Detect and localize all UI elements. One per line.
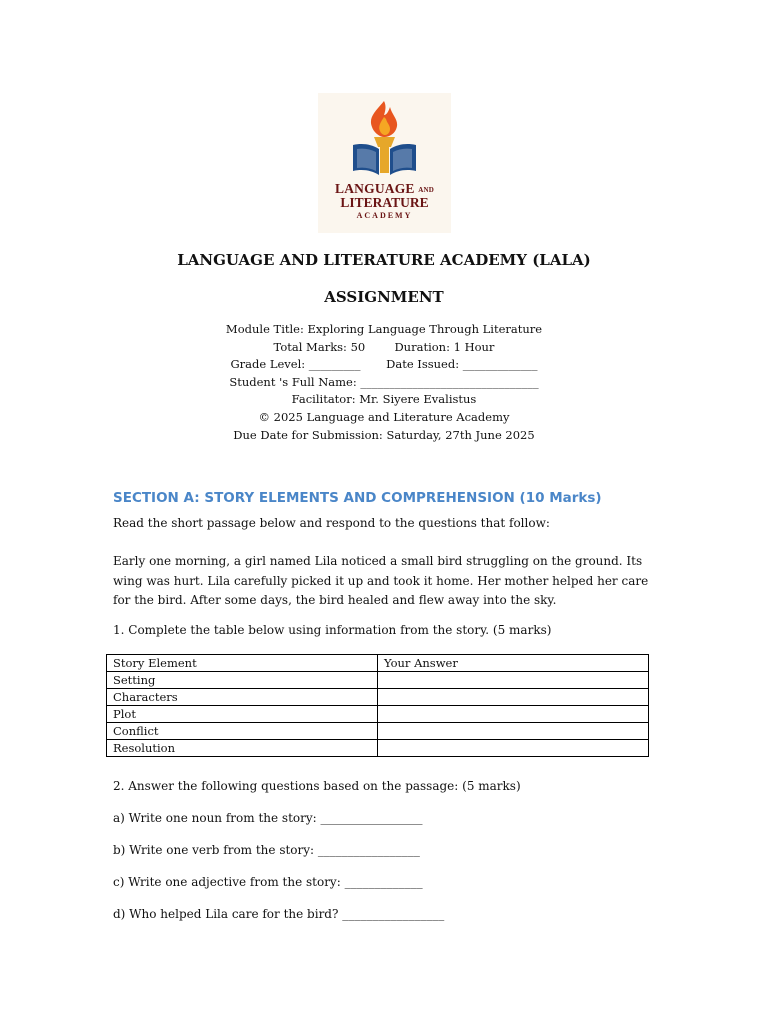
- question-2d: d) Who helped Lila care for the bird? _________________: [113, 907, 445, 921]
- table-cell-answer[interactable]: [378, 672, 649, 689]
- logo-line-3: ACADEMY: [356, 211, 413, 220]
- passage: Early one morning, a girl named Lila noticed a small bird struggling on the ground. Its wing was hurt. Lila carefully picked it up and took it home. Her mother helped her care for the bird. After some days, the bird healed and flew away into the sky.: [113, 554, 649, 607]
- table-cell-answer[interactable]: [378, 740, 649, 757]
- question-1: 1. Complete the table below using information from the story. (5 marks): [113, 623, 552, 637]
- table-cell-element: Resolution: [107, 740, 378, 757]
- table-cell-element: Conflict: [107, 723, 378, 740]
- table-header: Your Answer: [378, 655, 649, 672]
- marks-duration: Total Marks: 50 Duration: 1 Hour: [273, 339, 495, 354]
- table-row: [107, 723, 649, 740]
- question-2a: a) Write one noun from the story: _________________: [113, 811, 423, 825]
- table-row: [107, 706, 649, 723]
- torch-book-icon: [318, 93, 451, 183]
- instruction: Read the short passage below and respond to the questions that follow:: [113, 516, 550, 530]
- table-row: [107, 672, 649, 689]
- question-2c: c) Write one adjective from the story: _____________: [113, 875, 423, 889]
- table-cell-element: Characters: [107, 689, 378, 706]
- document-type: ASSIGNMENT: [324, 288, 444, 306]
- table-row: [107, 689, 649, 706]
- facilitator: Facilitator: Mr. Siyere Evalistus: [291, 392, 477, 407]
- section-a-heading: SECTION A: STORY ELEMENTS AND COMPREHENSION (10 Marks): [113, 490, 602, 506]
- module-title: Module Title: Exploring Language Through Literature: [225, 322, 543, 336]
- story-elements-table: [106, 654, 649, 757]
- table-cell-answer[interactable]: [378, 689, 649, 706]
- academy-logo: [318, 93, 451, 233]
- table-cell-answer[interactable]: [378, 723, 649, 740]
- assignment-details: [0, 321, 768, 444]
- copyright: © 2025 Language and Literature Academy: [258, 409, 510, 424]
- question-2: 2. Answer the following questions based on the passage: (5 marks): [113, 779, 521, 793]
- student-name-field: Student 's Full Name: _______________________________: [229, 374, 539, 389]
- table-header: Story Element: [107, 655, 378, 672]
- school-name: LANGUAGE AND LITERATURE ACADEMY (LALA): [177, 251, 591, 269]
- table-cell-answer[interactable]: [378, 706, 649, 723]
- table-cell-element: Setting: [107, 672, 378, 689]
- table-row: [107, 740, 649, 757]
- table-header-row: [107, 655, 649, 672]
- grade-date: Grade Level: _________ Date Issued: _____________: [230, 357, 538, 372]
- due-date: Due Date for Submission: Saturday, 27th June 2025: [233, 427, 535, 442]
- logo-line-1: LANGUAGE AND: [335, 181, 434, 196]
- question-2b: b) Write one verb from the story: _________________: [113, 843, 420, 857]
- table-cell-element: Plot: [107, 706, 378, 723]
- logo-line-2: LITERATURE: [340, 195, 429, 210]
